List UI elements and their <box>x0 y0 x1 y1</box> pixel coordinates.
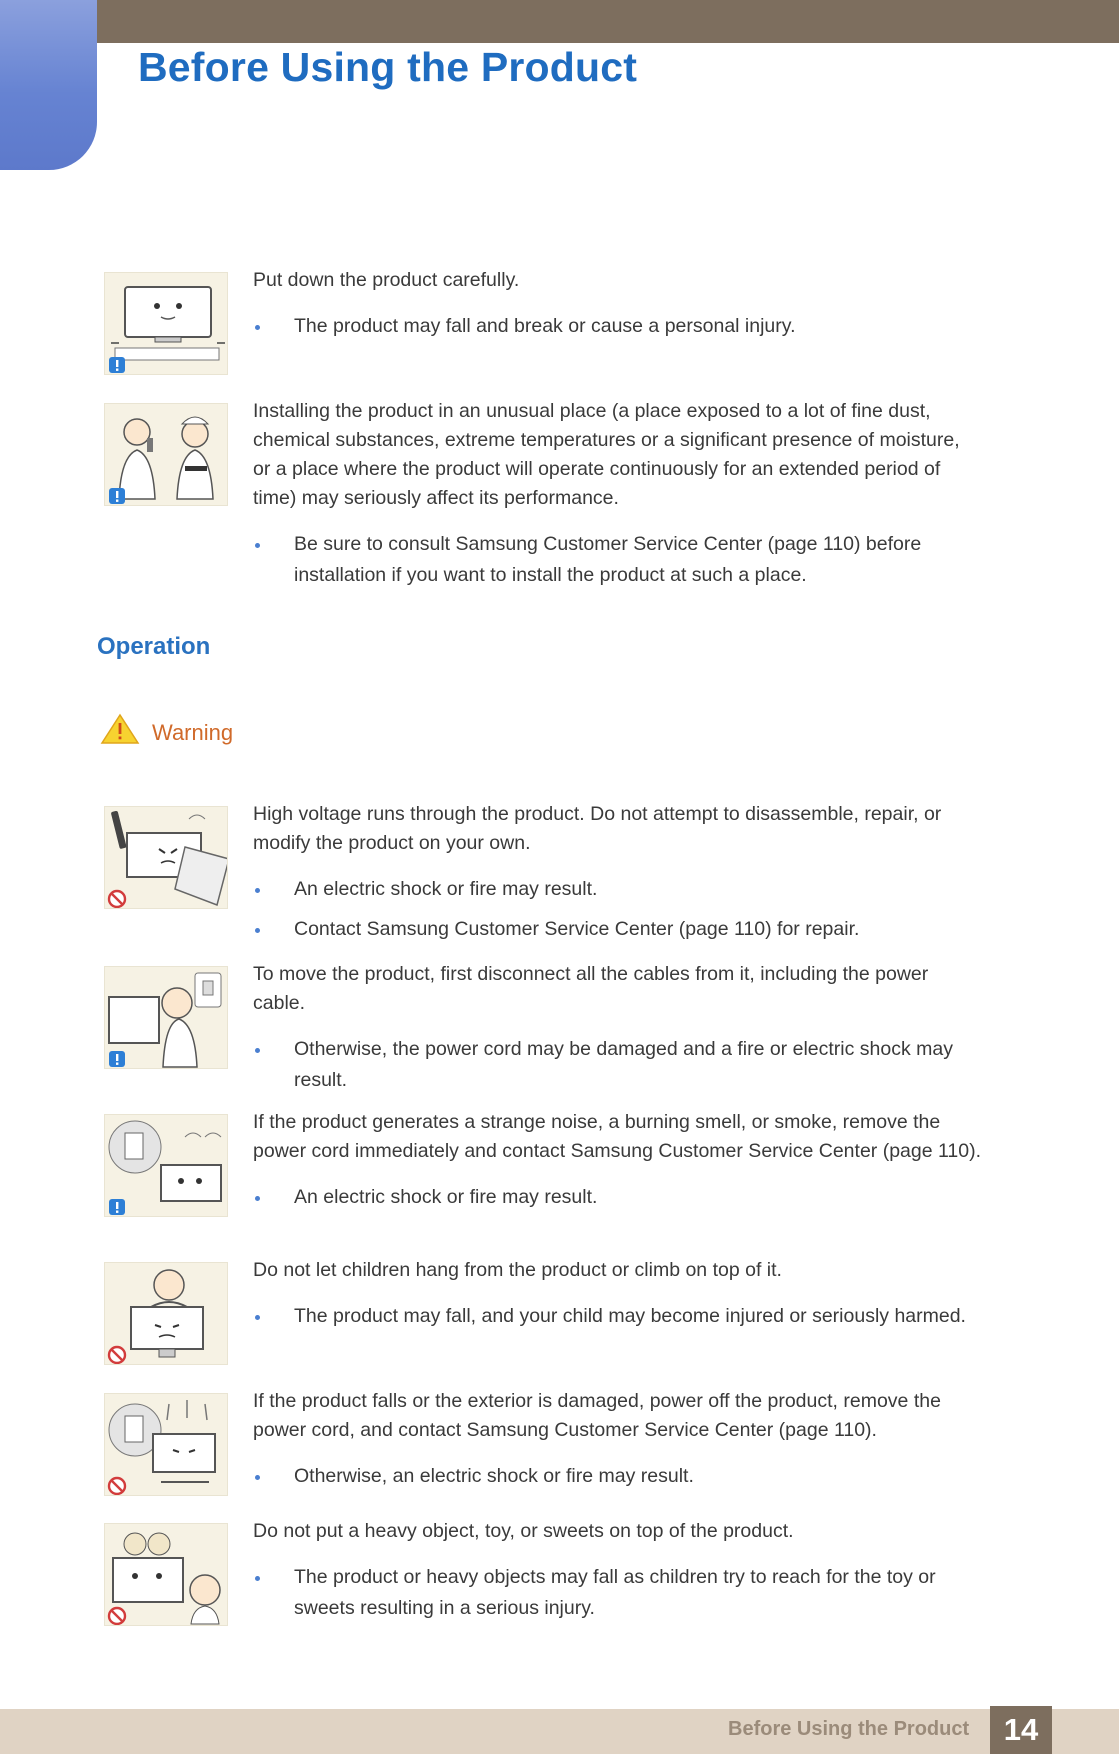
section-heading: Operation <box>97 633 211 660</box>
bullet-list <box>253 1562 981 1624</box>
monitor-on-table-illustration <box>104 272 228 375</box>
page-title: Before Using the Product <box>138 44 638 90</box>
bullet-icon <box>255 888 260 893</box>
instruction-text: If the product falls or the exterior is damaged, power off the product, remove the power cord, and contact Samsung Customer Service Center (page 110). <box>253 1390 941 1441</box>
bullet-icon <box>255 1475 260 1480</box>
warning-label-row <box>100 713 234 747</box>
header-bar <box>0 0 1119 43</box>
instruction-text: Installing the product in an unusual place (a place exposed to a lot of fine dust, chemical substances, extreme temperatures or a significant presence of moisture, or a place where the product will operate continuously for an extended period of time) may seriously affect its performance. <box>253 400 960 509</box>
child-climbing-illustration <box>104 1262 228 1365</box>
page-number: 14 <box>990 1706 1052 1754</box>
info-icon <box>108 1050 126 1068</box>
bullet-item: Otherwise, the power cord may be damaged and a fire or electric shock may result. <box>253 1034 981 1096</box>
bullet-item: Otherwise, an electric shock or fire may result. <box>253 1461 981 1492</box>
bullet-icon <box>255 543 260 548</box>
info-icon <box>108 356 126 374</box>
instruction-text: Put down the product carefully. <box>253 269 520 291</box>
warning-triangle-icon <box>100 713 140 745</box>
unplug-cable-illustration <box>104 966 228 1069</box>
instruction-text: Do not let children hang from the product or climb on top of it. <box>253 1259 782 1281</box>
instruction-text: If the product generates a strange noise, a burning smell, or smoke, remove the power cord immediately and contact Samsung Customer Service Center (page 110). <box>253 1111 981 1162</box>
damaged-product-illustration <box>104 1393 228 1496</box>
bullet-icon <box>255 325 260 330</box>
bullet-item: The product may fall and break or cause a personal injury. <box>253 311 981 342</box>
instruction-text: To move the product, first disconnect all the cables from it, including the power cable. <box>253 963 929 1014</box>
bullet-list <box>253 1182 981 1213</box>
service-call-illustration <box>104 403 228 506</box>
bullet-item: Contact Samsung Customer Service Center (page 110) for repair. <box>253 914 981 945</box>
bullet-list <box>253 874 981 945</box>
bullet-icon <box>255 1196 260 1201</box>
bullet-icon <box>255 928 260 933</box>
header-tab <box>0 0 97 170</box>
bullet-icon <box>255 1315 260 1320</box>
bullet-list <box>253 1034 981 1096</box>
disassemble-illustration <box>104 806 228 909</box>
warning-label: Warning <box>152 720 234 745</box>
info-icon <box>108 1198 126 1216</box>
bullet-list <box>253 529 981 591</box>
bullet-item: The product or heavy objects may fall as children try to reach for the toy or sweets resulting in a serious injury. <box>253 1562 981 1624</box>
prohibited-icon <box>107 889 127 909</box>
bullet-item: An electric shock or fire may result. <box>253 874 981 905</box>
footer-title: Before Using the Product <box>728 1718 970 1740</box>
prohibited-icon <box>107 1606 127 1626</box>
bullet-item: The product may fall, and your child may become injured or seriously harmed. <box>253 1301 981 1332</box>
bullet-list <box>253 1461 981 1492</box>
prohibited-icon <box>107 1476 127 1496</box>
bullet-item: An electric shock or fire may result. <box>253 1182 981 1213</box>
prohibited-icon <box>107 1345 127 1365</box>
bullet-list <box>253 1301 981 1332</box>
instruction-text: High voltage runs through the product. Do not attempt to disassemble, repair, or modify the product on your own. <box>253 803 942 854</box>
smoke-illustration <box>104 1114 228 1217</box>
bullet-item: Be sure to consult Samsung Customer Service Center (page 110) before installation if you want to install the product at such a place. <box>253 529 981 591</box>
info-icon <box>108 487 126 505</box>
bullet-icon <box>255 1048 260 1053</box>
bullet-list <box>253 311 981 342</box>
instruction-text: Do not put a heavy object, toy, or sweets on top of the product. <box>253 1520 794 1542</box>
bullet-icon <box>255 1576 260 1581</box>
toy-on-product-illustration <box>104 1523 228 1626</box>
